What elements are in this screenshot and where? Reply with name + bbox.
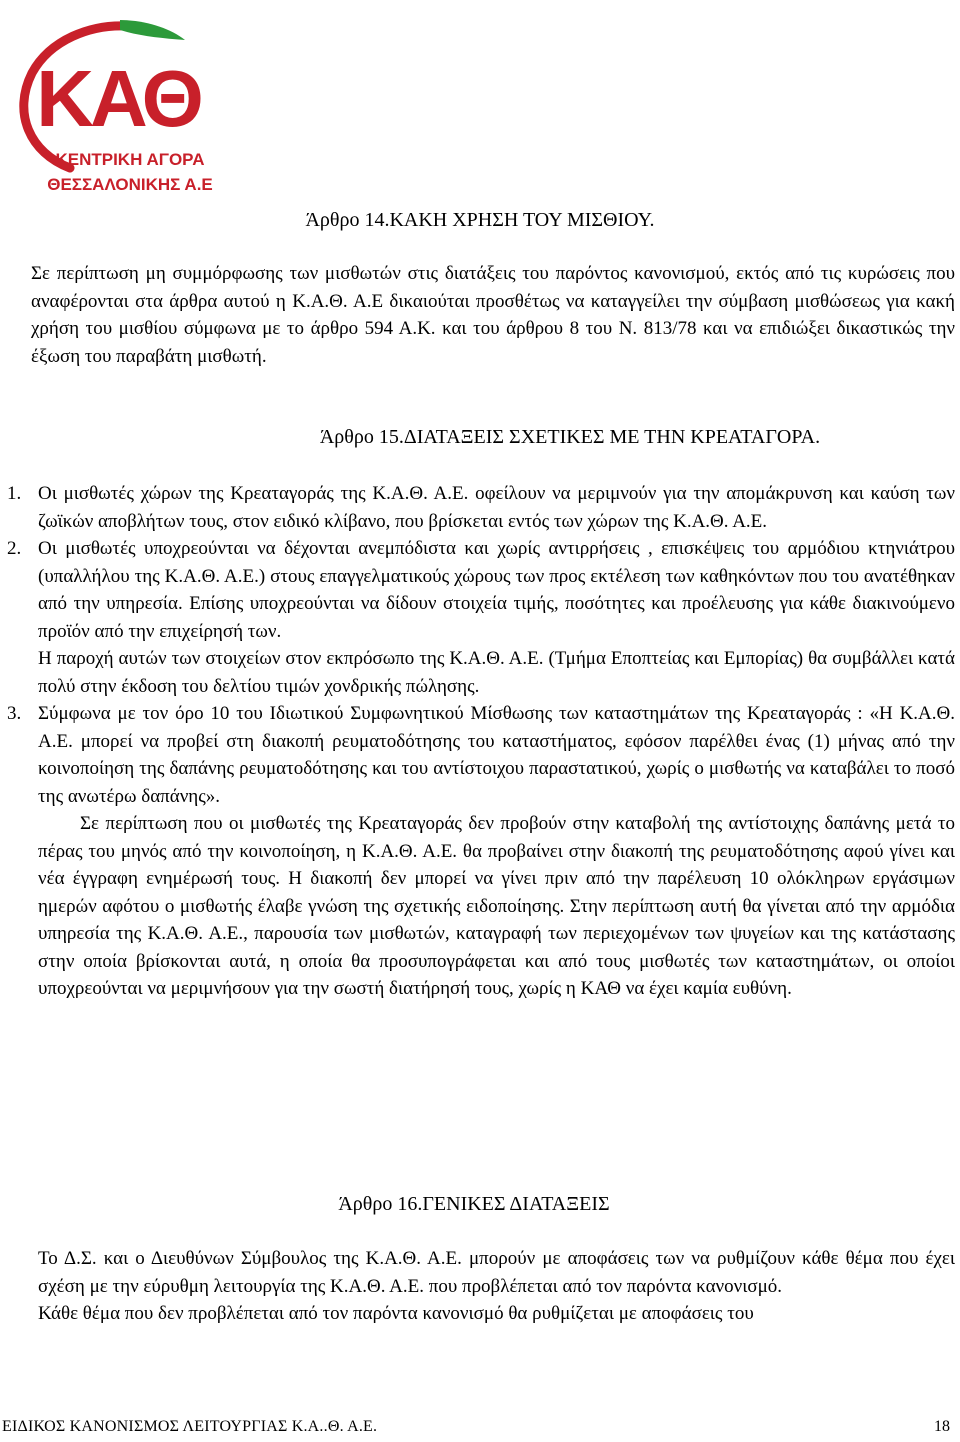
item-number: 1. (7, 483, 22, 504)
item-extra-text: Η παροχή αυτών των στοιχείων στον εκπρόσωπο της Κ.Α.Θ. Α.Ε. (Τμήμα Εποπτείας και Εμπορίας) θα συμβάλλει κατά πολύ στην έκδοση του δελτίου τιμών χονδρικής πώλησης. (38, 648, 955, 697)
item-number: 3. (7, 703, 22, 724)
article-14-title: Άρθρο 14.ΚΑΚΗ ΧΡΗΣΗ ΤΟΥ ΜΙΣΘΙΟΥ. (305, 209, 655, 231)
logo-leaf (120, 20, 185, 40)
article-14-text: Σε περίπτωση μη συμμόρφωσης των μισθωτών στις διατάξεις του παρόντος κανονισμού, εκτός από τις κυρώσεις που αναφέρονται στα άρθρα αυτού η Κ.Α.Θ. Α.Ε δικαιούται προσθέτως να καταγγείλει την σύμβαση μισθώσεως για κακή χρήση του μισθίου σύμφωνα με το άρθρο 594 Α.Κ. και του άρθρου 8 του Ν. 813/78 και να επιδιώξει δικαστικώς την έξωση του παραβάτη μισθωτή. (31, 263, 955, 367)
logo-line2: ΘΕΣΣΑΛΟΝΙΚΗΣ Α.Ε (47, 175, 213, 194)
article-16-paragraph-1: Το Δ.Σ. και ο Διευθύνων Σύμβουλος της Κ.Α.Θ. Α.Ε. μπορούν με αποφάσεις των να ρυθμίζουν κάθε θέμα που έχει σχέση με την εύρυθμη λειτουργία της Κ.Α.Θ. Α.Ε. που προβλέπεται από τον παρόντα κανονισμό. (38, 1248, 955, 1297)
item-3-extra-text: Σε περίπτωση που οι μισθωτές της Κρεαταγοράς δεν προβούν στην καταβολή της αντίστοιχης δαπάνης μετά το πέρας του μηνός από την κοινοποίηση, η Κ.Α.Θ. Α.Ε. θα προβαίνει στην διακοπή της ρευματοδότησης αφού γίνει και νέα έγγραφη ενημέρωσή τους. Η διακοπή δεν μπορεί να γίνει πριν από την παρέλευση 10 ολόκληρων εργάσιμων ημερών αφότου ο μισθωτής έλαβε γνώση της σχετικής ειδοποίησης. Στην περίπτωση αυτή θα γίνεται από την αρμόδια υπηρεσία της Κ.Α.Θ. Α.Ε., παρουσία των μισθωτών, καταγραφή των περιεχομένων των ψυγείων και της κατάστασης στην οποία βρίσκονται αυτά, η οποία θα προσυπογράφεται και από τους μισθωτές των καταστημάτων, οι οποίοι υποχρεούνται να μεριμνήσουν για την σωστή διατήρησή τους, χωρίς η ΚΑΘ να έχει καμία ευθύνη. (38, 813, 955, 999)
company-logo (10, 18, 215, 196)
item-text: Οι μισθωτές χώρων της Κρεαταγοράς της Κ.Α.Θ. Α.Ε. οφείλουν να μεριμνούν για την απομάκρυνση και καύση των ζωϊκών αποβλήτων τους, στον ειδικό κλίβανο, που βρίσκεται εντός των χώρων της Κ.Α.Θ. Α.Ε. (38, 483, 955, 532)
list-item (7, 535, 955, 700)
article-14-body (31, 260, 955, 370)
article-15-title: Άρθρο 15.ΔΙΑΤΑΞΕΙΣ ΣΧΕΤΙΚΕΣ ΜΕ ΤΗΝ ΚΡΕΑΤΑΓΟΡΑ. (319, 426, 821, 448)
article-15-list (7, 480, 955, 1003)
article-16-paragraph-2: Κάθε θέμα που δεν προβλέπεται από τον παρόντα κανονισμό θα ρυθμίζεται με αποφάσεις του (38, 1303, 754, 1324)
item-number: 2. (7, 538, 22, 559)
page-number: 18 (934, 1418, 950, 1435)
article-16-title: Άρθρο 16.ΓΕΝΙΚΕΣ ΔΙΑΤΑΞΕΙΣ (338, 1193, 610, 1215)
list-item (7, 480, 955, 535)
footer-title: ΕΙΔΙΚΟΣ ΚΑΝΟΝΙΣΜΟΣ ΛΕΙΤΟΥΡΓΙΑΣ Κ.Α..Θ. Α.Ε. (2, 1418, 378, 1435)
item-text: Σύμφωνα με τον όρο 10 του Ιδιωτικού Συμφωνητικού Μίσθωσης των καταστημάτων της Κρεαταγοράς : «Η Κ.Α.Θ. Α.Ε. μπορεί να προβεί στη διακοπή ρευματοδότησης του καταστήματος, εφόσον παρέλθει ένας (1) μήνας από την κοινοποίηση της δαπάνης ρευματοδότησης και του αντίστοιχου παραστατικού, χωρίς ο μισθωτής να καταβάλει το ποσό της ανωτέρω δαπάνης». (38, 703, 955, 807)
logo-letters: ΚΑΘ (36, 54, 200, 143)
logo-line1: ΚΕΝΤΡΙΚΗ ΑΓΟΡΑ (55, 150, 205, 169)
article-16-body (38, 1245, 955, 1328)
list-item (7, 700, 955, 810)
item-text: Οι μισθωτές υποχρεούνται να δέχονται ανεμπόδιστα και χωρίς αντιρρήσεις , επισκέψεις του αρμόδιου κτηνιάτρου (υπαλλήλου της Κ.Α.Θ. Α.Ε.) στους επαγγελματικούς χώρους των προς εκτέλεση των καθηκόντων που του ανατέθηκαν από την υπηρεσία. Επίσης υποχρεούνται να δίδουν στοιχεία τιμής, ποσότητες και προέλευσης για κάθε διακινούμενο προϊόν από την επιχείρησή των. (38, 538, 955, 642)
